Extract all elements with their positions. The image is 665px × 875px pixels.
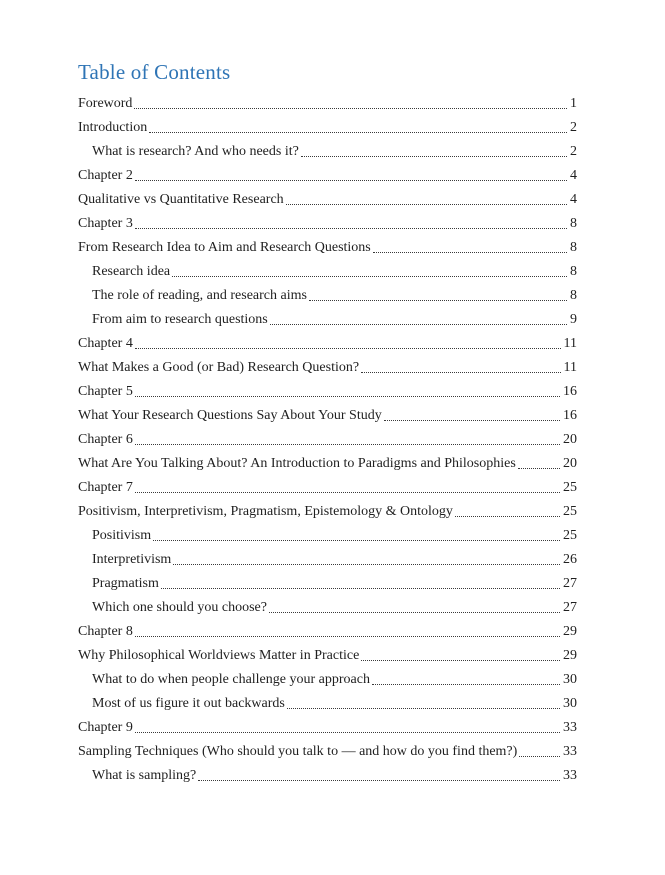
- toc-entry-label: Interpretivism: [92, 552, 172, 567]
- toc-entry[interactable]: [78, 599, 577, 617]
- toc-entry[interactable]: [78, 575, 577, 593]
- dot-leader: [153, 539, 560, 541]
- dot-leader: [135, 227, 567, 229]
- toc-entry-label: What Are You Talking About? An Introduction to Paradigms and Philosophies: [78, 456, 516, 471]
- dot-leader: [149, 131, 567, 133]
- toc-entry-label: What is sampling?: [92, 768, 197, 783]
- toc-entry-page: 30: [563, 672, 577, 687]
- dot-leader: [172, 275, 567, 277]
- toc-entry-page: 4: [570, 168, 577, 183]
- toc-entry-page: 2: [570, 144, 577, 159]
- dot-leader: [286, 203, 567, 205]
- toc-entry[interactable]: [78, 479, 577, 497]
- dot-leader: [309, 299, 567, 301]
- toc-entry-label: Chapter 4: [78, 336, 133, 351]
- dot-leader: [173, 563, 560, 565]
- toc-entry-label: Chapter 5: [78, 384, 133, 399]
- toc-entry-label: What Your Research Questions Say About Your Study: [78, 408, 382, 423]
- toc-entry-label: From aim to research questions: [92, 312, 268, 327]
- toc-entry[interactable]: [78, 167, 577, 185]
- toc-entry-label: Positivism: [92, 528, 152, 543]
- toc-entry-page: 20: [563, 456, 577, 471]
- toc-entry-page: 33: [563, 768, 577, 783]
- toc-entry-page: 30: [563, 696, 577, 711]
- dot-leader: [373, 251, 567, 253]
- dot-leader: [135, 731, 560, 733]
- toc-entry-page: 20: [563, 432, 577, 447]
- toc-entry-page: 8: [570, 216, 577, 231]
- dot-leader: [135, 347, 561, 349]
- toc-entry[interactable]: [78, 311, 577, 329]
- dot-leader: [135, 635, 560, 637]
- toc-entry-page: 25: [563, 480, 577, 495]
- toc-entry-label: Sampling Techniques (Who should you talk to — and how do you find them?): [78, 744, 518, 759]
- toc-entry-page: 8: [570, 288, 577, 303]
- toc-entry-label: Positivism, Interpretivism, Pragmatism, Epistemology & Ontology: [78, 504, 453, 519]
- toc-entry[interactable]: [78, 719, 577, 737]
- toc-entry-label: Research idea: [92, 264, 171, 279]
- toc-entry[interactable]: [78, 95, 577, 113]
- toc-entry[interactable]: [78, 743, 577, 761]
- toc-entry[interactable]: [78, 143, 577, 161]
- toc-entry-label: What Makes a Good (or Bad) Research Question?: [78, 360, 360, 375]
- toc-entry-page: 25: [563, 528, 577, 543]
- toc-entry[interactable]: [78, 455, 577, 473]
- dot-leader: [361, 659, 560, 661]
- toc-entry-page: 33: [563, 744, 577, 759]
- toc-entry-label: Foreword: [78, 96, 133, 111]
- toc-entry-page: 11: [563, 336, 577, 351]
- dot-leader: [361, 371, 560, 373]
- dot-leader: [135, 395, 560, 397]
- toc-entry[interactable]: [78, 623, 577, 641]
- toc-entry[interactable]: [78, 647, 577, 665]
- dot-leader: [287, 707, 560, 709]
- toc-entry-page: 26: [563, 552, 577, 567]
- toc-entry[interactable]: [78, 527, 577, 545]
- toc-entry[interactable]: [78, 431, 577, 449]
- toc-entry-page: 11: [563, 360, 577, 375]
- toc-entry-page: 9: [570, 312, 577, 327]
- dot-leader: [135, 491, 560, 493]
- dot-leader: [270, 323, 567, 325]
- toc-entry-label: Pragmatism: [92, 576, 159, 591]
- dot-leader: [301, 155, 567, 157]
- toc-entry-label: Introduction: [78, 120, 148, 135]
- toc-entry[interactable]: [78, 695, 577, 713]
- dot-leader: [269, 611, 560, 613]
- toc-entry-label: Chapter 7: [78, 480, 133, 495]
- dot-leader: [455, 515, 560, 517]
- toc-entry-label: Which one should you choose?: [92, 600, 267, 615]
- toc-entry-page: 33: [563, 720, 577, 735]
- toc-entry-page: 27: [563, 600, 577, 615]
- dot-leader: [135, 443, 560, 445]
- toc-entry-label: What is research? And who needs it?: [92, 144, 299, 159]
- toc-entry-label: Qualitative vs Quantitative Research: [78, 192, 284, 207]
- toc-entry-label: Chapter 8: [78, 624, 133, 639]
- toc-entry-page: 8: [570, 240, 577, 255]
- toc-entry[interactable]: [78, 671, 577, 689]
- toc-entry-label: From Research Idea to Aim and Research Questions: [78, 240, 371, 255]
- toc-entry-page: 25: [563, 504, 577, 519]
- toc-entry-label: Most of us figure it out backwards: [92, 696, 285, 711]
- toc-entry-page: 16: [563, 408, 577, 423]
- toc-entry[interactable]: [78, 287, 577, 305]
- dot-leader: [134, 107, 567, 109]
- toc-entry-page: 27: [563, 576, 577, 591]
- toc-entry[interactable]: [78, 407, 577, 425]
- toc-entry-label: The role of reading, and research aims: [92, 288, 307, 303]
- dot-leader: [372, 683, 560, 685]
- dot-leader: [519, 755, 560, 757]
- toc-entry-label: Why Philosophical Worldviews Matter in Practice: [78, 648, 360, 663]
- toc-entry-label: Chapter 3: [78, 216, 133, 231]
- toc-entry-label: Chapter 2: [78, 168, 133, 183]
- toc-list: [78, 95, 577, 785]
- toc-entry[interactable]: [78, 119, 577, 137]
- toc-entry[interactable]: [78, 263, 577, 281]
- toc-entry[interactable]: [78, 191, 577, 209]
- toc-entry-label: Chapter 9: [78, 720, 133, 735]
- toc-title: Table of Contents: [78, 60, 231, 84]
- toc-entry-page: 16: [563, 384, 577, 399]
- dot-leader: [384, 419, 560, 421]
- toc-entry-page: 1: [570, 96, 577, 111]
- toc-entry-page: 2: [570, 120, 577, 135]
- toc-entry[interactable]: [78, 239, 577, 257]
- toc-entry[interactable]: [78, 335, 577, 353]
- toc-entry[interactable]: [78, 503, 577, 521]
- toc-entry-page: 29: [563, 648, 577, 663]
- toc-entry-label: What to do when people challenge your approach: [92, 672, 370, 687]
- dot-leader: [161, 587, 560, 589]
- dot-leader: [518, 467, 560, 469]
- toc-entry[interactable]: [78, 767, 577, 785]
- toc-entry[interactable]: [78, 383, 577, 401]
- toc-entry[interactable]: [78, 551, 577, 569]
- toc-entry[interactable]: [78, 359, 577, 377]
- dot-leader: [198, 779, 560, 781]
- toc-entry-page: 8: [570, 264, 577, 279]
- dot-leader: [135, 179, 567, 181]
- toc-entry-label: Chapter 6: [78, 432, 133, 447]
- toc-entry-page: 4: [570, 192, 577, 207]
- toc-entry-page: 29: [563, 624, 577, 639]
- toc-entry[interactable]: [78, 215, 577, 233]
